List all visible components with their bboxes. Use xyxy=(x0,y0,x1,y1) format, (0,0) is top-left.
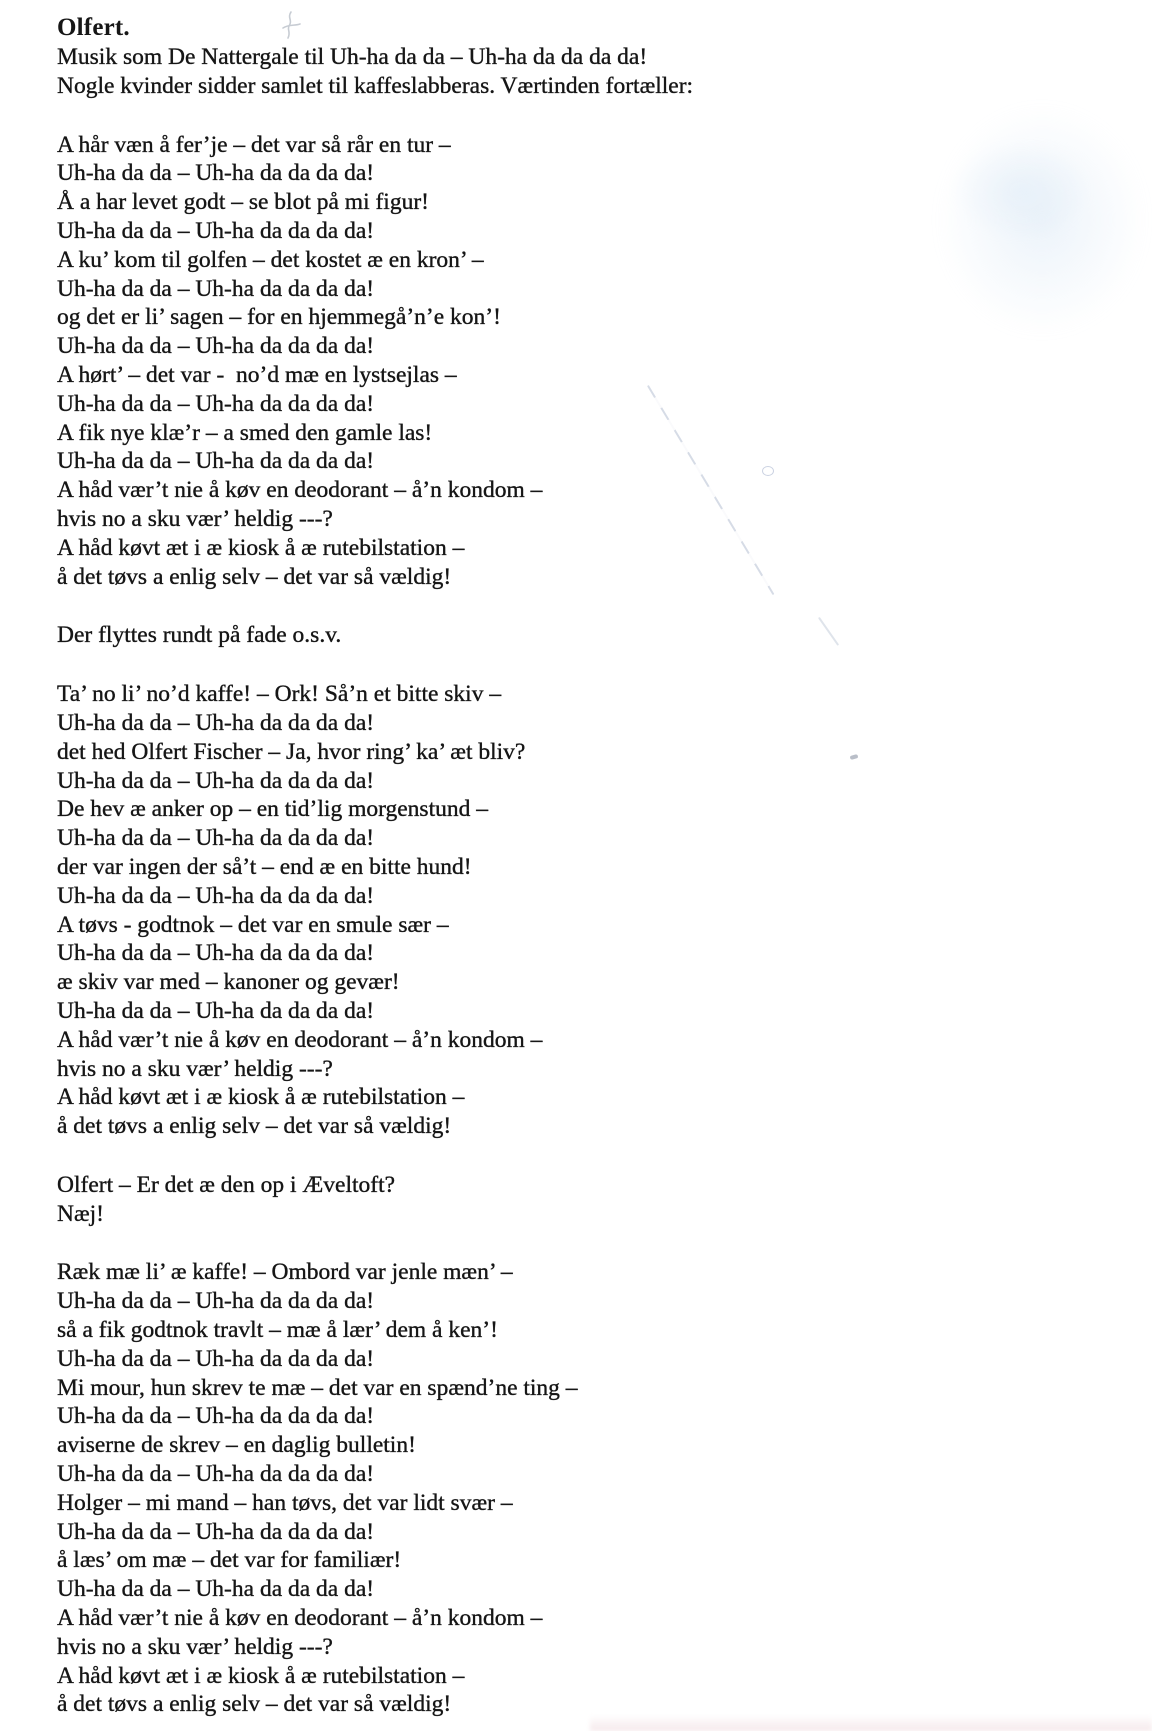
verse-line: å det tøvs a enlig selv – det var så vældig! xyxy=(57,1691,452,1718)
verse-line: å det tøvs a enlig selv – det var så vældig! xyxy=(57,1113,452,1140)
verse-line: så a fik godtnok travlt – mæ å lær’ dem å ken’! xyxy=(57,1317,498,1344)
verse-line: hvis no a sku vær’ heldig ---? xyxy=(57,1055,333,1082)
lyric-content xyxy=(57,13,817,1719)
verse-line: A håd køvt æt i æ kiosk å æ rutebilstation – xyxy=(57,1662,465,1689)
verse-line: A håd vær’t nie å køv en deodorant – å’n kondom – xyxy=(57,477,543,504)
verse-line: Uh-ha da da – Uh-ha da da da da! xyxy=(57,1518,375,1545)
verse-line: der var ingen der så’t – end æ en bitte hund! xyxy=(57,853,472,880)
verse-line: A håd vær’t nie å køv en deodorant – å’n kondom – xyxy=(57,1026,543,1053)
spoken-line: Olfert – Er det æ den op i Æveltoft? xyxy=(57,1171,396,1198)
verse-line: æ skiv var med – kanoner og gevær! xyxy=(57,969,400,996)
verse-line: Uh-ha da da – Uh-ha da da da da! xyxy=(57,709,375,736)
verse-1 xyxy=(57,131,817,592)
verse-line: Uh-ha da da – Uh-ha da da da da! xyxy=(57,390,375,417)
verse-line: A hørt’ – det var - no’d mæ en lystsejlas – xyxy=(57,361,457,388)
verse-line: å det tøvs a enlig selv – det var så vældig! xyxy=(57,563,452,590)
verse-line: Uh-ha da da – Uh-ha da da da da! xyxy=(57,333,375,360)
verse-line: Mi mour, hun skrev te mæ – det var en spænd’ne ting – xyxy=(57,1374,578,1401)
verse-line: Uh-ha da da – Uh-ha da da da da! xyxy=(57,448,375,475)
verse-line: Uh-ha da da – Uh-ha da da da da! xyxy=(57,1461,375,1488)
verse-line: og det er li’ sagen – for en hjemmegå’n’e kon’! xyxy=(57,304,501,331)
verse-line: Uh-ha da da – Uh-ha da da da da! xyxy=(57,160,375,187)
verse-3 xyxy=(57,1258,817,1719)
verse-line: Ta’ no li’ no’d kaffe! – Ork! Så’n et bitte skiv – xyxy=(57,681,502,708)
verse-line: Uh-ha da da – Uh-ha da da da da! xyxy=(57,1576,375,1603)
spoken-interlude xyxy=(57,1171,817,1229)
scan-mark xyxy=(850,754,859,760)
verse-line: A ku’ kom til golfen – det kostet æ en kron’ – xyxy=(57,246,484,273)
verse-line: hvis no a sku vær’ heldig ---? xyxy=(57,1633,333,1660)
verse-line: hvis no a sku vær’ heldig ---? xyxy=(57,505,333,532)
stage-direction xyxy=(57,621,817,650)
verse-line: aviserne de skrev – en daglig bulletin! xyxy=(57,1432,416,1459)
verse-line: Uh-ha da da – Uh-ha da da da da! xyxy=(57,1403,375,1430)
verse-line: Uh-ha da da – Uh-ha da da da da! xyxy=(57,997,375,1024)
verse-line: Uh-ha da da – Uh-ha da da da da! xyxy=(57,882,375,909)
intro-line: Nogle kvinder sidder samlet til kaffeslabberas. Værtinden fortæller: xyxy=(57,72,694,99)
stage-direction-line: Der flyttes rundt på fade o.s.v. xyxy=(57,622,342,649)
verse-2 xyxy=(57,680,817,1141)
verse-line: A hår væn å fer’je – det var så rår en tur – xyxy=(57,131,451,158)
verse-line: A håd køvt æt i æ kiosk å æ rutebilstation – xyxy=(57,534,465,561)
verse-line: å læs’ om mæ – det var for familiær! xyxy=(57,1547,402,1574)
verse-line: De hev æ anker op – en tid’lig morgenstund – xyxy=(57,796,488,823)
verse-line: Å a har levet godt – se blot på mi figur! xyxy=(57,189,429,216)
verse-line: A tøvs - godtnok – det var en smule sær – xyxy=(57,911,449,938)
verse-line: Uh-ha da da – Uh-ha da da da da! xyxy=(57,275,375,302)
verse-line: Uh-ha da da – Uh-ha da da da da! xyxy=(57,940,375,967)
page-title: Olfert. xyxy=(57,14,130,41)
verse-line: Uh-ha da da – Uh-ha da da da da! xyxy=(57,767,375,794)
verse-line: Uh-ha da da – Uh-ha da da da da! xyxy=(57,217,375,244)
intro-block xyxy=(57,43,817,101)
verse-line: Uh-ha da da – Uh-ha da da da da! xyxy=(57,1345,375,1372)
scan-streak xyxy=(818,617,839,646)
spoken-line: Næj! xyxy=(57,1200,104,1227)
verse-line: A fik nye klæ’r – a smed den gamle las! xyxy=(57,419,433,446)
intro-line: Musik som De Nattergale til Uh-ha da da – Uh-ha da da da da! xyxy=(57,44,648,70)
verse-line: A håd vær’t nie å køv en deodorant – å’n kondom – xyxy=(57,1605,543,1632)
scan-smudge xyxy=(920,120,1120,260)
verse-line: det hed Olfert Fischer – Ja, hvor ring’ ka’ æt bliv? xyxy=(57,738,526,765)
verse-line: Uh-ha da da – Uh-ha da da da da! xyxy=(57,825,375,852)
verse-line: A håd køvt æt i æ kiosk å æ rutebilstation – xyxy=(57,1084,465,1111)
verse-line: Uh-ha da da – Uh-ha da da da da! xyxy=(57,1288,375,1315)
verse-line: Holger – mi mand – han tøvs, det var lidt svær – xyxy=(57,1489,513,1516)
verse-line: Ræk mæ li’ æ kaffe! – Ombord var jenle mæn’ – xyxy=(57,1259,513,1286)
